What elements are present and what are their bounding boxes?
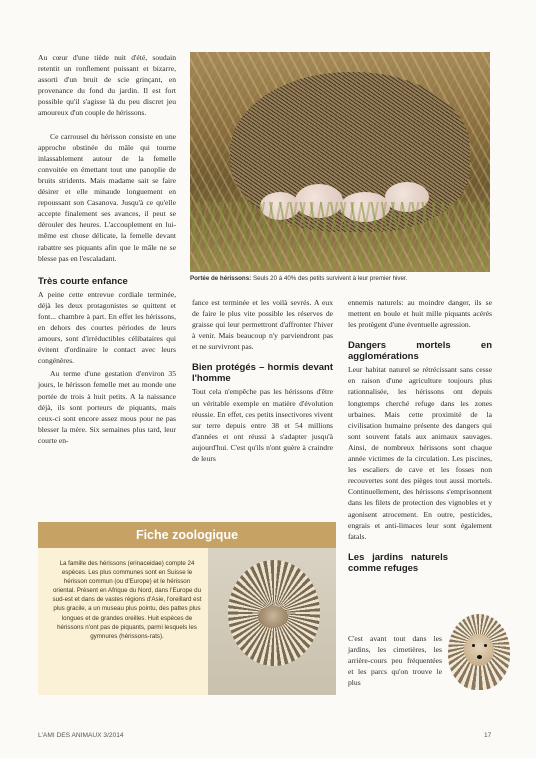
paragraph-evolution: Tout cela n'empêche pas les hérissons d'être un véritable exemple en matière d'évolution réussie. En effet, ces petits insectivores vivent sur terre depuis entre 38 et 54 millions d'années et ont réussi à s'adapter jusqu'à aujourd'hui. C'est qu'ils n'ont guère à craindre de leurs xyxy=(192,387,333,464)
rolled-hedgehog-photo xyxy=(208,548,336,695)
issue-number: 3/2014 xyxy=(103,732,124,739)
paragraph-sevres: fance est terminée et les voilà sevrés. A eux de faire le plus vite possible les réserves de graisse qui leur permettront d'affronter l'hiver à venir. Mais beaucoup n'y parviendront pas et ne survivront pas. xyxy=(192,298,333,352)
paragraph-jardins: C'est avant tout dans les jardins, les cimetières, les arrière-cours peu fréquentées et les parcs qu'on trouve le plus xyxy=(348,634,442,688)
paragraph-gestation: Au terme d'une gestation d'environ 35 jours, le hérisson femelle met au monde une portée de trois à huit petits. A la naissance déjà, ils sont porteurs de piquants, mais ceux-ci sont encore assez mous pour ne pas blesser la mère. Six semaines plus tard, leur courte en- xyxy=(38,369,176,445)
heading-enfance: Très courte enfance xyxy=(38,275,128,287)
page-number: 17 xyxy=(484,732,492,739)
heading-bien-proteges: Bien protégés – hormis devant l'homme xyxy=(192,362,333,385)
column-2 xyxy=(192,297,333,464)
paragraph-carrousel: Ce carrousel du hérisson consiste en une approche obstinée du mâle qui tourne inlassablement autour de la femelle convoitée en émettant tout une panoplie de bruits stridents. Mais madame sait se faire désirer et elle minaude longuement en repoussant son Casanova. Jusqu'à ce qu'elle accepte finalement ses avances, il peut se dérouler des heures. L'accouplement en lui-même est chose délicate, la femelle devant rabattre ses piquants afin que le mâle ne se blesse pas en l'escaladant. xyxy=(38,131,176,263)
caption-label: Portée de hérissons: xyxy=(190,275,252,282)
fiche-header xyxy=(38,522,336,548)
paragraph-intro: Au cœur d'une tiède nuit d'été, soudain retentit un ronflement puissant et bizarre, assorti d'un bruit de scie grinçant, en provenance du fond du jardin. Il est fort possible qu'il s'agisse là du peu discret jeu amoureux d'un couple de hérissons. xyxy=(38,53,176,118)
photo-caption xyxy=(190,275,490,283)
column-1 xyxy=(38,52,176,446)
heading-dangers: Dangers mortels en agglomérations xyxy=(348,340,492,363)
hedgehog-litter-photo xyxy=(190,52,490,272)
paragraph-entrevue: A peine cette entrevue cordiale terminée, déjà les deux protagonistes se quittent et font... chambre à part. En effet les hérissons, en dehors des courtes périodes de leurs amours, sont d'irréductibles célibataires qui évitent d'ordinaire le contact avec leurs congénères. xyxy=(38,289,176,366)
fiche-zoologique-box xyxy=(38,522,336,695)
fiche-title: Fiche zoologique xyxy=(135,528,239,542)
footer-magazine xyxy=(38,732,124,739)
paragraph-ennemis: ennemis naturels: au moindre danger, ils se mettent en boule et huit mille piquants acérés les protègent d'une éventuelle agression. xyxy=(348,298,492,330)
paragraph-habitat: Leur habitat naturel se rétrécissant sans cesse en raison d'une agriculture toujours plus rationnalisée, les hérissons ont depuis longtemps cherché refuge dans les zones urbaines. Mais cette proximité de la civilisation humaine présente des dangers qui sont souvent fatals aux animaux sauvages. Ainsi, de nombreux hérissons sont chaque année victimes de la circulation. Les piscines, les escaliers de cave et les fosses non recouvertes sont des pièges tout aussi mortels. Continuellement, des hérissons s'emprisonnent dans les filets de protection des vignobles et y agonisent atrocement. En outre, pesticides, engrais et anti-limaces leur sont également fatals. xyxy=(348,365,492,541)
heading-jardins: Les jardins naturels comme refuges xyxy=(348,551,448,574)
hedgehog-portrait xyxy=(446,610,514,692)
column-3 xyxy=(348,297,492,574)
caption-text: Seuls 20 à 40% des petits survivent à leur premier hiver. xyxy=(251,275,408,282)
column-3-end xyxy=(348,633,442,688)
fiche-text: La famille des hérissons (erinaceidae) compte 24 espèces. Les plus communes sont en Suisse le hérisson commun (ou d'Europe) et le hérisson oriental. Présent en Afrique du Nord, dans l'Europe du sud-est et dans de vastes régions d'Asie, l'oreillard est plus gracile, a un museau plus pointu, des pattes plus longues et de grandes oreilles. Huit espèces de hérissons n'ont pas de piquants, parmi lesquels les gymnures (hérissons-rats). xyxy=(52,560,202,640)
magazine-name: L'AMI DES ANIMAUX xyxy=(38,732,102,739)
